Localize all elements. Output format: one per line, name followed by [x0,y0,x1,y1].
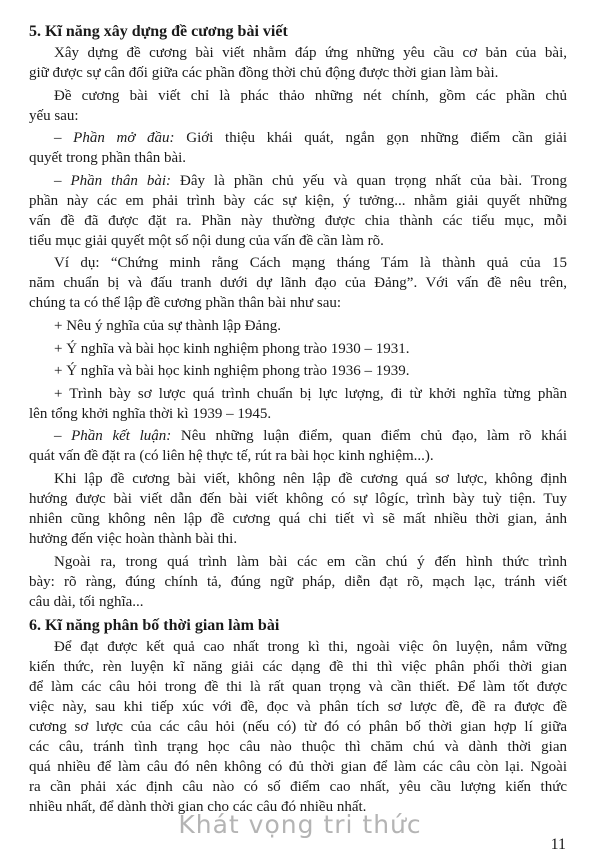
line-text: phần này các em phải trình bày các sự kiện, ý tưởng... nhằm giải quyết những [29,192,567,209]
text-line [29,637,567,657]
text-line [29,128,567,148]
paragraph [29,316,567,336]
text-line [29,426,567,446]
paragraph-lead: – Phần thân bài: [54,172,172,189]
text-line [29,737,567,757]
line-text: chúng ta có thể lập đề cương phần thân bài như sau: [29,295,342,312]
text-line [29,63,567,83]
paragraph [29,128,567,168]
text-line [29,384,567,404]
line-text: Xây dựng đề cương bài viết nhằm đáp ứng những yêu cầu cơ bản của bài, [54,45,567,61]
text-line [29,509,567,529]
document-page [29,21,567,819]
section-heading: 6. Kĩ năng phân bố thời gian làm bài [29,616,280,634]
text-line [29,43,567,63]
paragraph [29,361,567,381]
text-line [29,572,567,592]
paragraph-lead: – Phần kết luận: [54,428,172,445]
text-line [29,86,567,106]
text-line [29,273,567,293]
paragraph [29,384,567,424]
line-text: cương sơ lược của các câu hỏi (nếu có) từ đó có phân bố thời gian hợp lí giữa [29,718,567,735]
section-heading: 5. Kĩ năng xây dựng đề cương bài viết [29,23,288,40]
text-line [29,404,567,424]
paragraph [29,552,567,612]
text-line [29,106,567,126]
paragraph [29,426,567,466]
line-text: Khi lập đề cương bài viết, không nên lập đề cương quá sơ lược, không định [54,470,567,487]
line-text: giữ được sự cân đối giữa các phần đồng thời chủ động được thời gian làm bài. [29,65,499,81]
line-text: vấn đề đã được đặt ra. Phần này thường được chia thành các tiểu mục, mỗi [29,212,567,229]
line-text: Để đạt được kết quả cao nhất trong kì thi, ngoài việc ôn luyện, nắm vững [54,638,567,655]
line-text: tiểu mục giải quyết một số nội dung của vấn đề cần làm rõ. [29,232,384,249]
paragraph [29,253,567,313]
text-line [29,552,567,572]
paragraph [29,469,567,549]
line-text: hưởng đến việc hoàn thành bài thi. [29,530,238,547]
line-text: nhiên cũng không nên lập đề cương quá chi tiết vì sẽ mất nhiều thời gian, ảnh [29,510,567,527]
text-line [29,191,567,211]
text-line [29,469,567,489]
text-line [29,339,567,359]
line-text: quá nhiều để làm câu đó nên không có đủ thời gian để làm các câu còn lại. Ngoài [29,758,567,775]
line-text: + Nêu ý nghĩa của sự thành lập Đảng. [54,317,281,334]
line-text: bày: rõ ràng, đúng chính tả, đúng ngữ pháp, diễn đạt rõ, mạch lạc, tránh viết [29,573,567,590]
page-number: 11 [550,836,566,853]
text-line [29,657,567,677]
line-text: quát vấn đề đặt ra (có liên hệ thực tế, rút ra bài học kinh nghiệm...). [29,448,434,465]
line-text: + Ý nghĩa và bài học kinh nghiệm phong trào 1936 – 1939. [54,363,410,380]
line-text: Ngoài ra, trong quá trình làm bài các em cần chú ý đến hình thức trình [54,553,567,570]
paragraph-lead: – Phần mở đầu: [54,130,175,147]
text-line [29,361,567,381]
paragraph [29,43,567,83]
text-line [29,211,567,231]
line-text: quyết trong phần thân bài. [29,150,187,167]
text-line [29,777,567,797]
text-line [29,316,567,336]
line-text: lên tổng khởi nghĩa thời kì 1939 – 1945. [29,405,272,422]
line-text: để làm các câu hỏi trong đề thi là rất quan trọng và cần thiết. Để làm tốt được [29,678,567,695]
text-line [29,717,567,737]
line-text: các câu, tránh tình trạng học câu nào thuộc thì chăm chú và dành thời gian [29,738,567,755]
line-text: ra cần phải xác định câu nào có số điểm cao nhất, yêu cầu lượng kiến thức [29,778,567,795]
line-text: Đề cương bài viết chỉ là phác thảo những nét chính, gồm các phần chủ [54,87,567,104]
text-line [29,446,567,466]
line-text: + Ý nghĩa và bài học kinh nghiệm phong trào 1930 – 1931. [54,340,410,357]
paragraph [29,339,567,359]
line-text: câu dài, tối nghĩa... [29,593,144,610]
watermark: Khát vọng tri thức [178,810,422,839]
line-text: nhiều nhất, để dành thời gian cho các câu đó nhiều nhất. [29,798,367,815]
line-text: năm chuẩn bị và đấu tranh dưới dự lãnh đạo của Đảng”. Với vấn đề nêu trên, [29,275,567,292]
line-text: kiến thức, rèn luyện kĩ năng giải các dạng đề thi thì việc phân phối thời gian [29,658,567,675]
text-line [29,489,567,509]
paragraph [29,171,567,251]
text-line [29,697,567,717]
text-line [29,592,567,612]
paragraph [29,86,567,126]
text-line [29,148,567,168]
text-line [29,677,567,697]
text-line [29,757,567,777]
line-text: Ví dụ: “Chứng minh rằng Cách mạng tháng Tám là thành quả của 15 [54,255,567,272]
text-line [29,293,567,313]
line-text: Nêu những luận điểm, quan điểm chủ đạo, làm rõ khái [171,428,567,445]
line-text: việc này, sau khi tiếp xúc với đề, đọc và phân tích sơ lược đề, đề ra được đề [29,698,567,715]
line-text: Giới thiệu khái quát, ngắn gọn những điểm cần giải [174,130,567,147]
text-line [29,253,567,273]
line-text: + Trình bày sơ lược quá trình chuẩn bị lực lượng, đi từ khởi nghĩa từng phần [54,385,567,402]
line-text: yếu sau: [29,107,79,124]
text-line [29,529,567,549]
line-text: Đây là phần chủ yếu và quan trọng nhất của bài. Trong [171,172,567,189]
line-text: hướng được bài viết dẫn đến bài viết không có sự lôgíc, trình bày tuỳ tiện. Tuy [29,490,567,507]
text-line [29,171,567,191]
text-line [29,231,567,251]
paragraph [29,637,567,817]
